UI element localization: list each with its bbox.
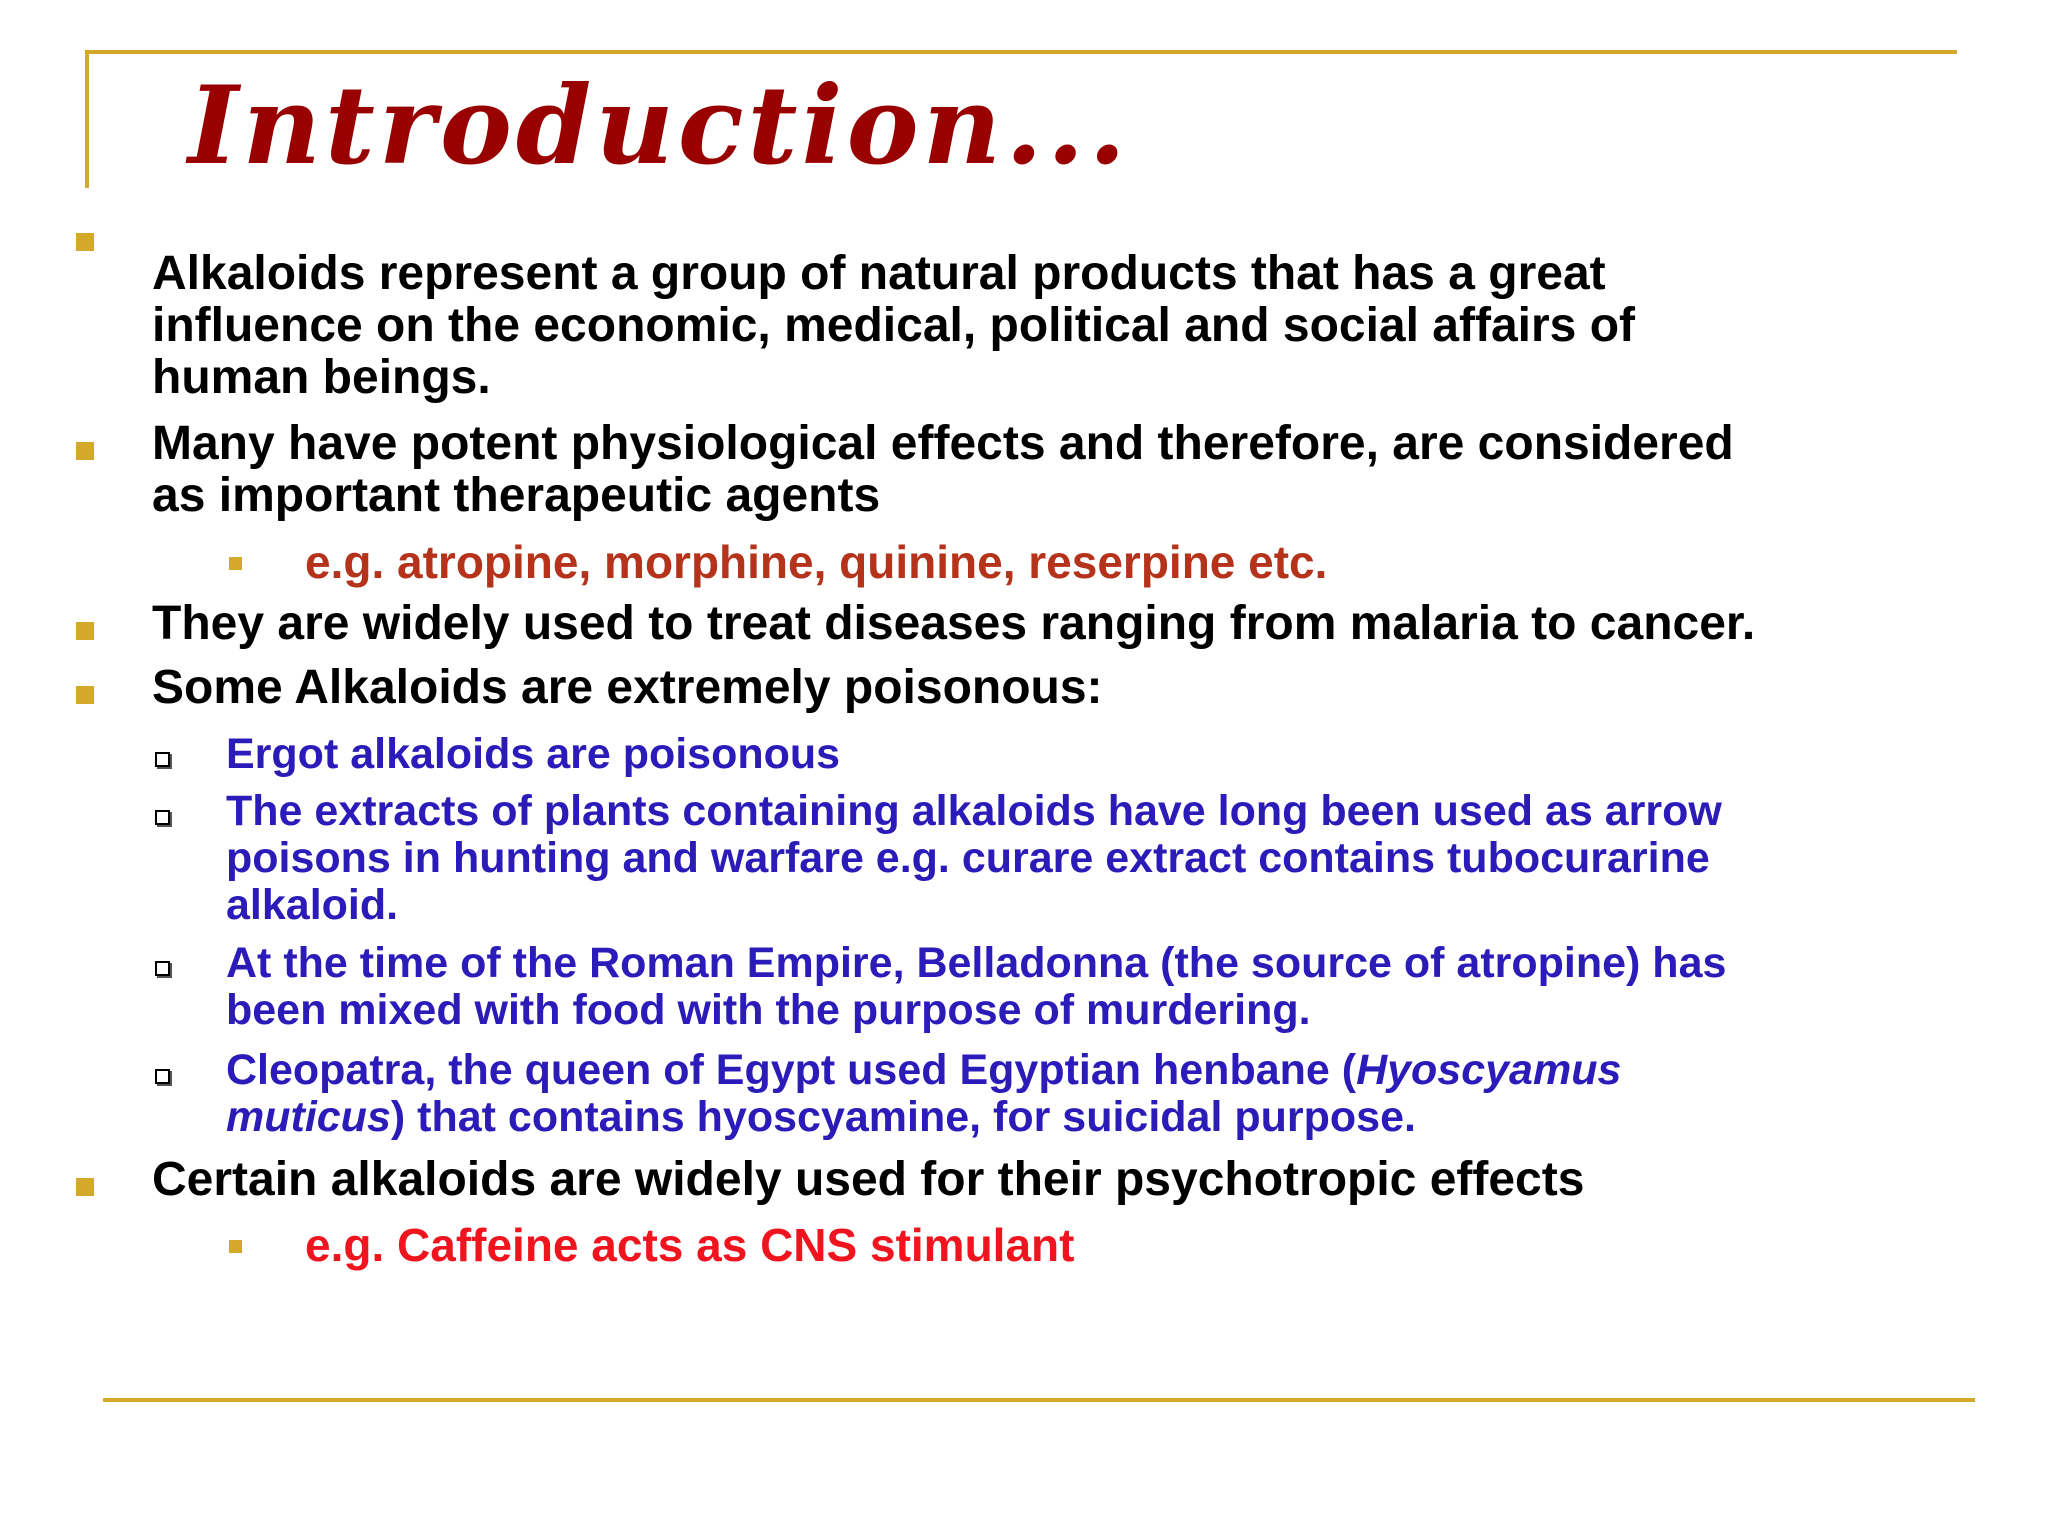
sub-item-3-line-1: At the time of the Roman Empire, Belladonna (the source of atropine) has [226,939,1727,987]
square-bullet-icon [76,442,94,460]
checkbox-bullet-icon [155,961,170,976]
checkbox-bullet-icon [155,810,170,825]
bullet-2-line-1: Many have potent physiological effects and therefore, are considered [152,417,1734,470]
checkbox-bullet-icon [155,1069,170,1084]
sub-item-4-italic-species: muticus [226,1093,391,1141]
sub-item-4-italic-genus: Hyoscyamus [1356,1046,1622,1094]
frame-left-rule [85,50,89,188]
sub-item-4-text-end: ) that contains hyoscyamine, for suicidal purpose. [390,1093,1416,1141]
square-bullet-icon [76,686,94,704]
frame-bottom-rule [103,1398,1975,1402]
bullet-1-line-1: Alkaloids represent a group of natural products that has a great [152,247,1606,300]
bullet-2-example: e.g. atropine, morphine, quinine, reserpine etc. [305,536,1328,588]
bullet-5-example: e.g. Caffeine acts as CNS stimulant [305,1219,1075,1271]
sub-item-4-line-1 [226,1047,1621,1094]
bullet-2-line-2: as important therapeutic agents [152,469,881,522]
sub-item-2-line-2: poisons in hunting and warfare e.g. curare extract contains tubocurarine [226,834,1710,882]
square-sub-bullet-icon [229,1240,242,1253]
checkbox-bullet-icon [155,752,170,767]
square-bullet-icon [76,1178,94,1196]
square-sub-bullet-icon [229,557,242,570]
bullet-1-line-3: human beings. [152,351,491,404]
bullet-4-line-1: Some Alkaloids are extremely poisonous: [152,661,1103,714]
sub-item-3-line-2: been mixed with food with the purpose of murdering. [226,986,1311,1034]
sub-item-1-line-1: Ergot alkaloids are poisonous [226,730,841,778]
sub-item-2-line-1: The extracts of plants containing alkaloids have long been used as arrow [226,787,1722,835]
sub-item-4-text: Cleopatra, the queen of Egypt used Egyptian henbane ( [226,1046,1357,1094]
square-bullet-icon [76,622,94,640]
sub-item-2-line-3: alkaloid. [226,881,399,929]
frame-top-rule [85,50,1957,54]
slide-title: Introduction... [188,63,1130,189]
bullet-3-line-1: They are widely used to treat diseases ranging from malaria to cancer. [152,597,1756,650]
bullet-1-line-2: influence on the economic, medical, political and social affairs of [152,299,1636,352]
bullet-5-line-1: Certain alkaloids are widely used for their psychotropic effects [152,1153,1585,1206]
sub-item-4-line-2 [226,1094,1416,1141]
square-bullet-icon [76,233,94,251]
